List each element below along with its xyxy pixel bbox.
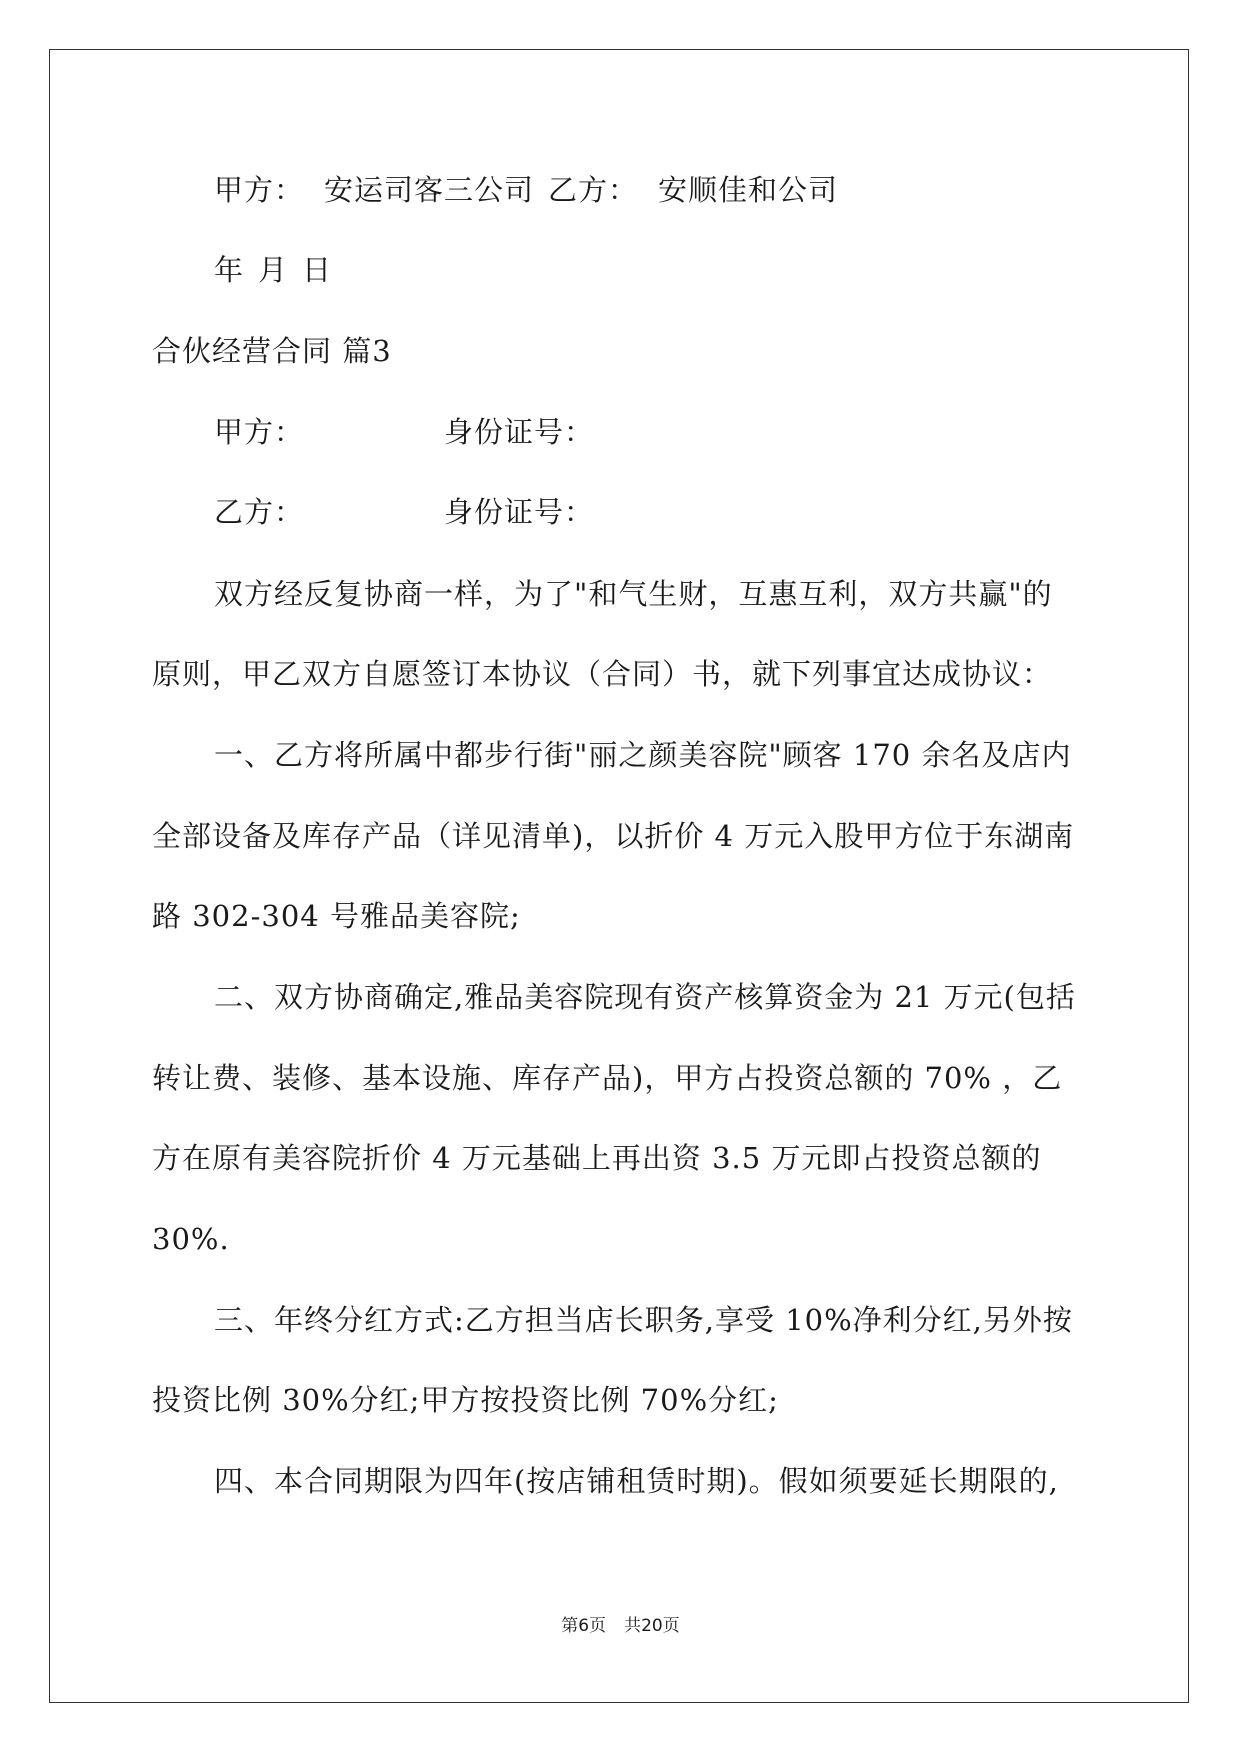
footer-page-number: 6 xyxy=(578,1616,590,1636)
paragraph-line: 路 302-304 号雅品美容院; xyxy=(152,899,521,933)
paragraph-line: 一、乙方将所属中都步行街"丽之颜美容院"顾客 170 余名及店内 xyxy=(214,738,1072,772)
party-b-id-line xyxy=(214,492,594,532)
paragraph-line: 全部设备及库存产品（详见清单)，以折价 4 万元入股甲方位于东湖南 xyxy=(152,819,1075,853)
party-a-label: 甲方： xyxy=(214,415,305,449)
footer-page-suffix: 页 xyxy=(589,1616,607,1636)
date-month: 月 xyxy=(258,253,289,287)
party-a-label: 甲方： xyxy=(214,173,305,207)
footer-total-suffix: 页 xyxy=(662,1616,680,1636)
paragraph-line: 四、本合同期限为四年(按店铺租赁时期)。假如须要延长期限的, xyxy=(214,1464,1059,1498)
date-day: 日 xyxy=(302,253,333,287)
section-heading: 合伙经营合同 篇3 xyxy=(152,334,392,368)
id-number-label: 身份证号： xyxy=(444,415,595,449)
paragraph-line: 方在原有美容院折价 4 万元基础上再出资 3.5 万元即占投资总额的 xyxy=(152,1141,1042,1175)
footer-prefix: 第 xyxy=(561,1616,579,1636)
party-line-signature xyxy=(214,170,838,210)
party-b-label: 乙方： xyxy=(214,495,305,529)
page-border xyxy=(49,49,1189,1703)
paragraph-line: 30%. xyxy=(152,1222,230,1256)
id-number-label: 身份证号： xyxy=(444,495,595,529)
paragraph-line: 二、双方协商确定,雅品美容院现有资产核算资金为 21 万元(包括 xyxy=(214,980,1076,1014)
party-a-name: 安运司客三公司 xyxy=(324,173,535,207)
page-footer xyxy=(0,1614,1241,1638)
footer-total-prefix: 共 xyxy=(624,1616,642,1636)
paragraph-line: 原则，甲乙双方自愿签订本协议（合同）书，就下列事宜达成协议： xyxy=(152,657,1053,691)
footer-total-number: 20 xyxy=(641,1616,663,1636)
paragraph-line: 三、年终分红方式:乙方担当店长职务,享受 10%净利分红,另外按 xyxy=(214,1303,1073,1337)
party-a-id-line xyxy=(214,412,594,452)
paragraph-line: 转让费、装修、基本设施、库存产品)，甲方占投资总额的 70% ，乙 xyxy=(152,1061,1063,1095)
date-year: 年 xyxy=(214,253,245,287)
paragraph-line: 双方经反复协商一样，为了"和气生财，互惠互利，双方共赢"的 xyxy=(214,577,1053,611)
party-b-name: 安顺佳和公司 xyxy=(658,173,839,207)
party-b-label: 乙方： xyxy=(548,173,639,207)
paragraph-line: 投资比例 30%分红;甲方按投资比例 70%分红; xyxy=(152,1383,779,1417)
date-line xyxy=(214,250,332,290)
